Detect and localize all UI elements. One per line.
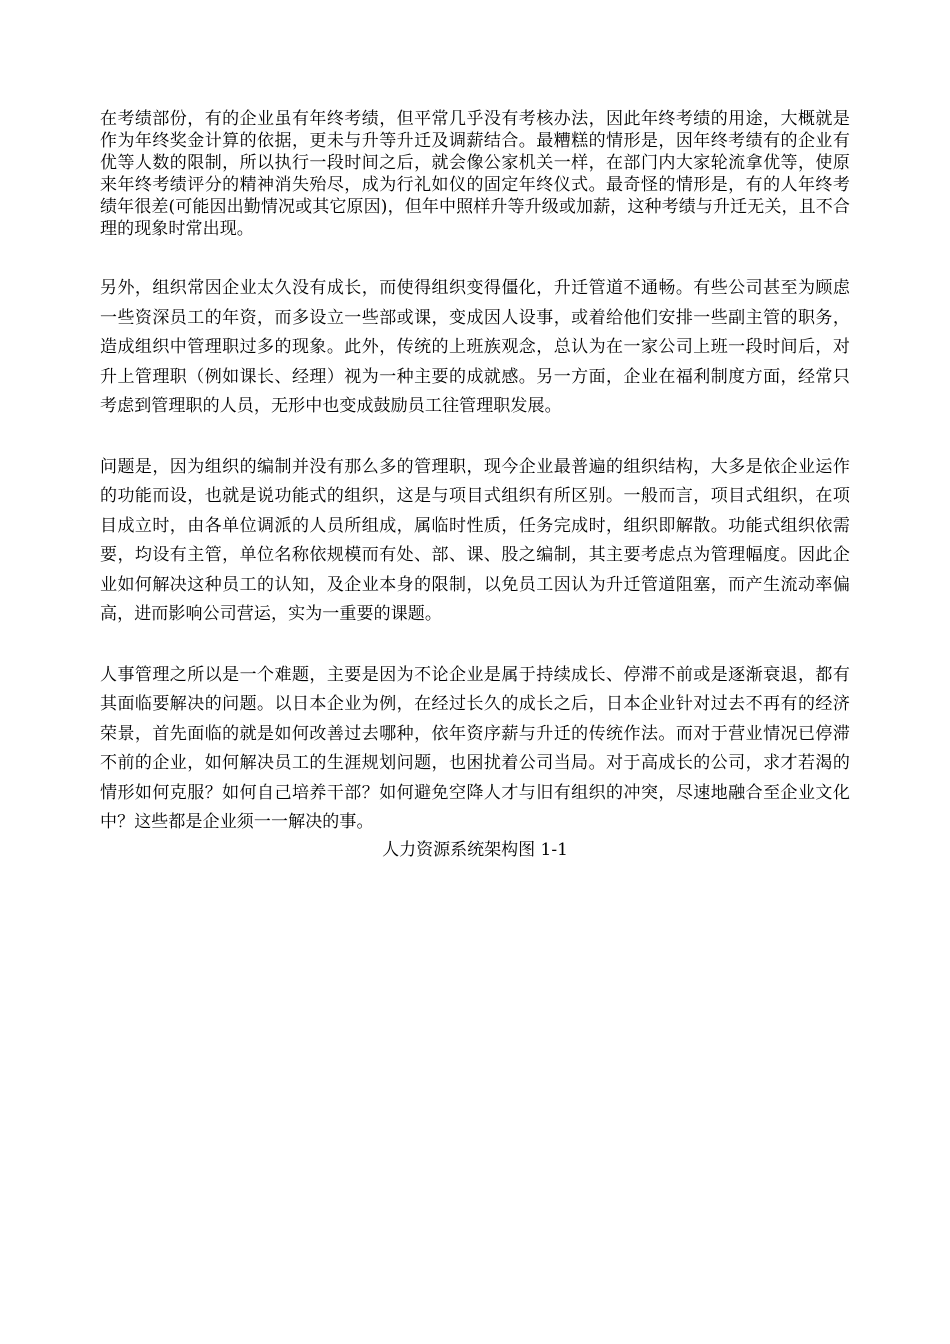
paragraph-performance-review: 在考绩部份，有的企业虽有年终考绩，但平常几乎没有考核办法，因此年终考绩的用途，大概就是作为年终奖金计算的依据，更未与升等升迁及调薪结合。最糟糕的情形是，因年终考绩有的企业有优等人数的限制，所以执行一段时间之后，就会像公家机关一样，在部门内大家轮流拿优等，使原来年终考绩评分的精神消失殆尽，成为行礼如仪的固定年终仪式。最奇怪的情形是，有的人年终考绩年很差(可能因出勤情况或其它原因)，但年中照样升等升级或加薪，这种考绩与升迁无关，且不合理的现象时常出现。 [100, 109, 850, 239]
paragraph-personnel-management: 人事管理之所以是一个难题，主要是因为不论企业是属于持续成长、停滞不前或是逐渐衰退，都有其面临要解决的问题。以日本企业为例，在经过长久的成长之后，日本企业针对过去不再有的经济荣景，首先面临的就是如何改善过去哪种，依年资序薪与升迁的传统作法。而对于营业情况已停滞不前的企业，如何解决员工的生涯规划问题，也困扰着公司当局。对于高成长的公司，求才若渴的情形如何克服？如何自己培养干部？如何避免空降人才与旧有组织的冲突，尽速地融合至企业文化中？这些都是企业须一一解决的事。 [100, 664, 850, 832]
paragraph-functional-organization: 问题是，因为组织的编制并没有那么多的管理职，现今企业最普遍的组织结构，大多是依企业运作的功能而设，也就是说功能式的组织，这是与项目式组织有所区别。一般而言，项目式组织，在项目成立时，由各单位调派的人员所组成，属临时性质，任务完成时，组织即解散。功能式组织依需要，均设有主管，单位名称依规模而有处、部、课、股之编制，其主要考虑点为管理幅度。因此企业如何解决这种员工的认知，及企业本身的限制，以免员工因认为升迁管道阻塞，而产生流动率偏高，进而影响公司营运，实为一重要的课题。 [100, 456, 850, 624]
document-body [100, 108, 850, 862]
paragraph-spacer [100, 422, 850, 453]
paragraph-spacer [100, 630, 850, 661]
figure-caption: 人力资源系统架构图 1-1 [382, 839, 568, 860]
paragraph-organization-rigidity: 另外，组织常因企业太久没有成长，而使得组织变得僵化，升迁管道不通畅。有些公司甚至为顾虑一些资深员工的年资，而多设立一些部或课，变成因人设事，或着给他们安排一些副主管的职务，造成组织中管理职过多的现象。此外，传统的上班族观念，总认为在一家公司上班一段时间后，对升上管理职（例如课长、经理）视为一种主要的成就感。另一方面，企业在福利制度方面，经常只考虑到管理职的人员，无形中也变成鼓励员工往管理职发展。 [100, 278, 850, 416]
paragraph-spacer [100, 240, 850, 274]
